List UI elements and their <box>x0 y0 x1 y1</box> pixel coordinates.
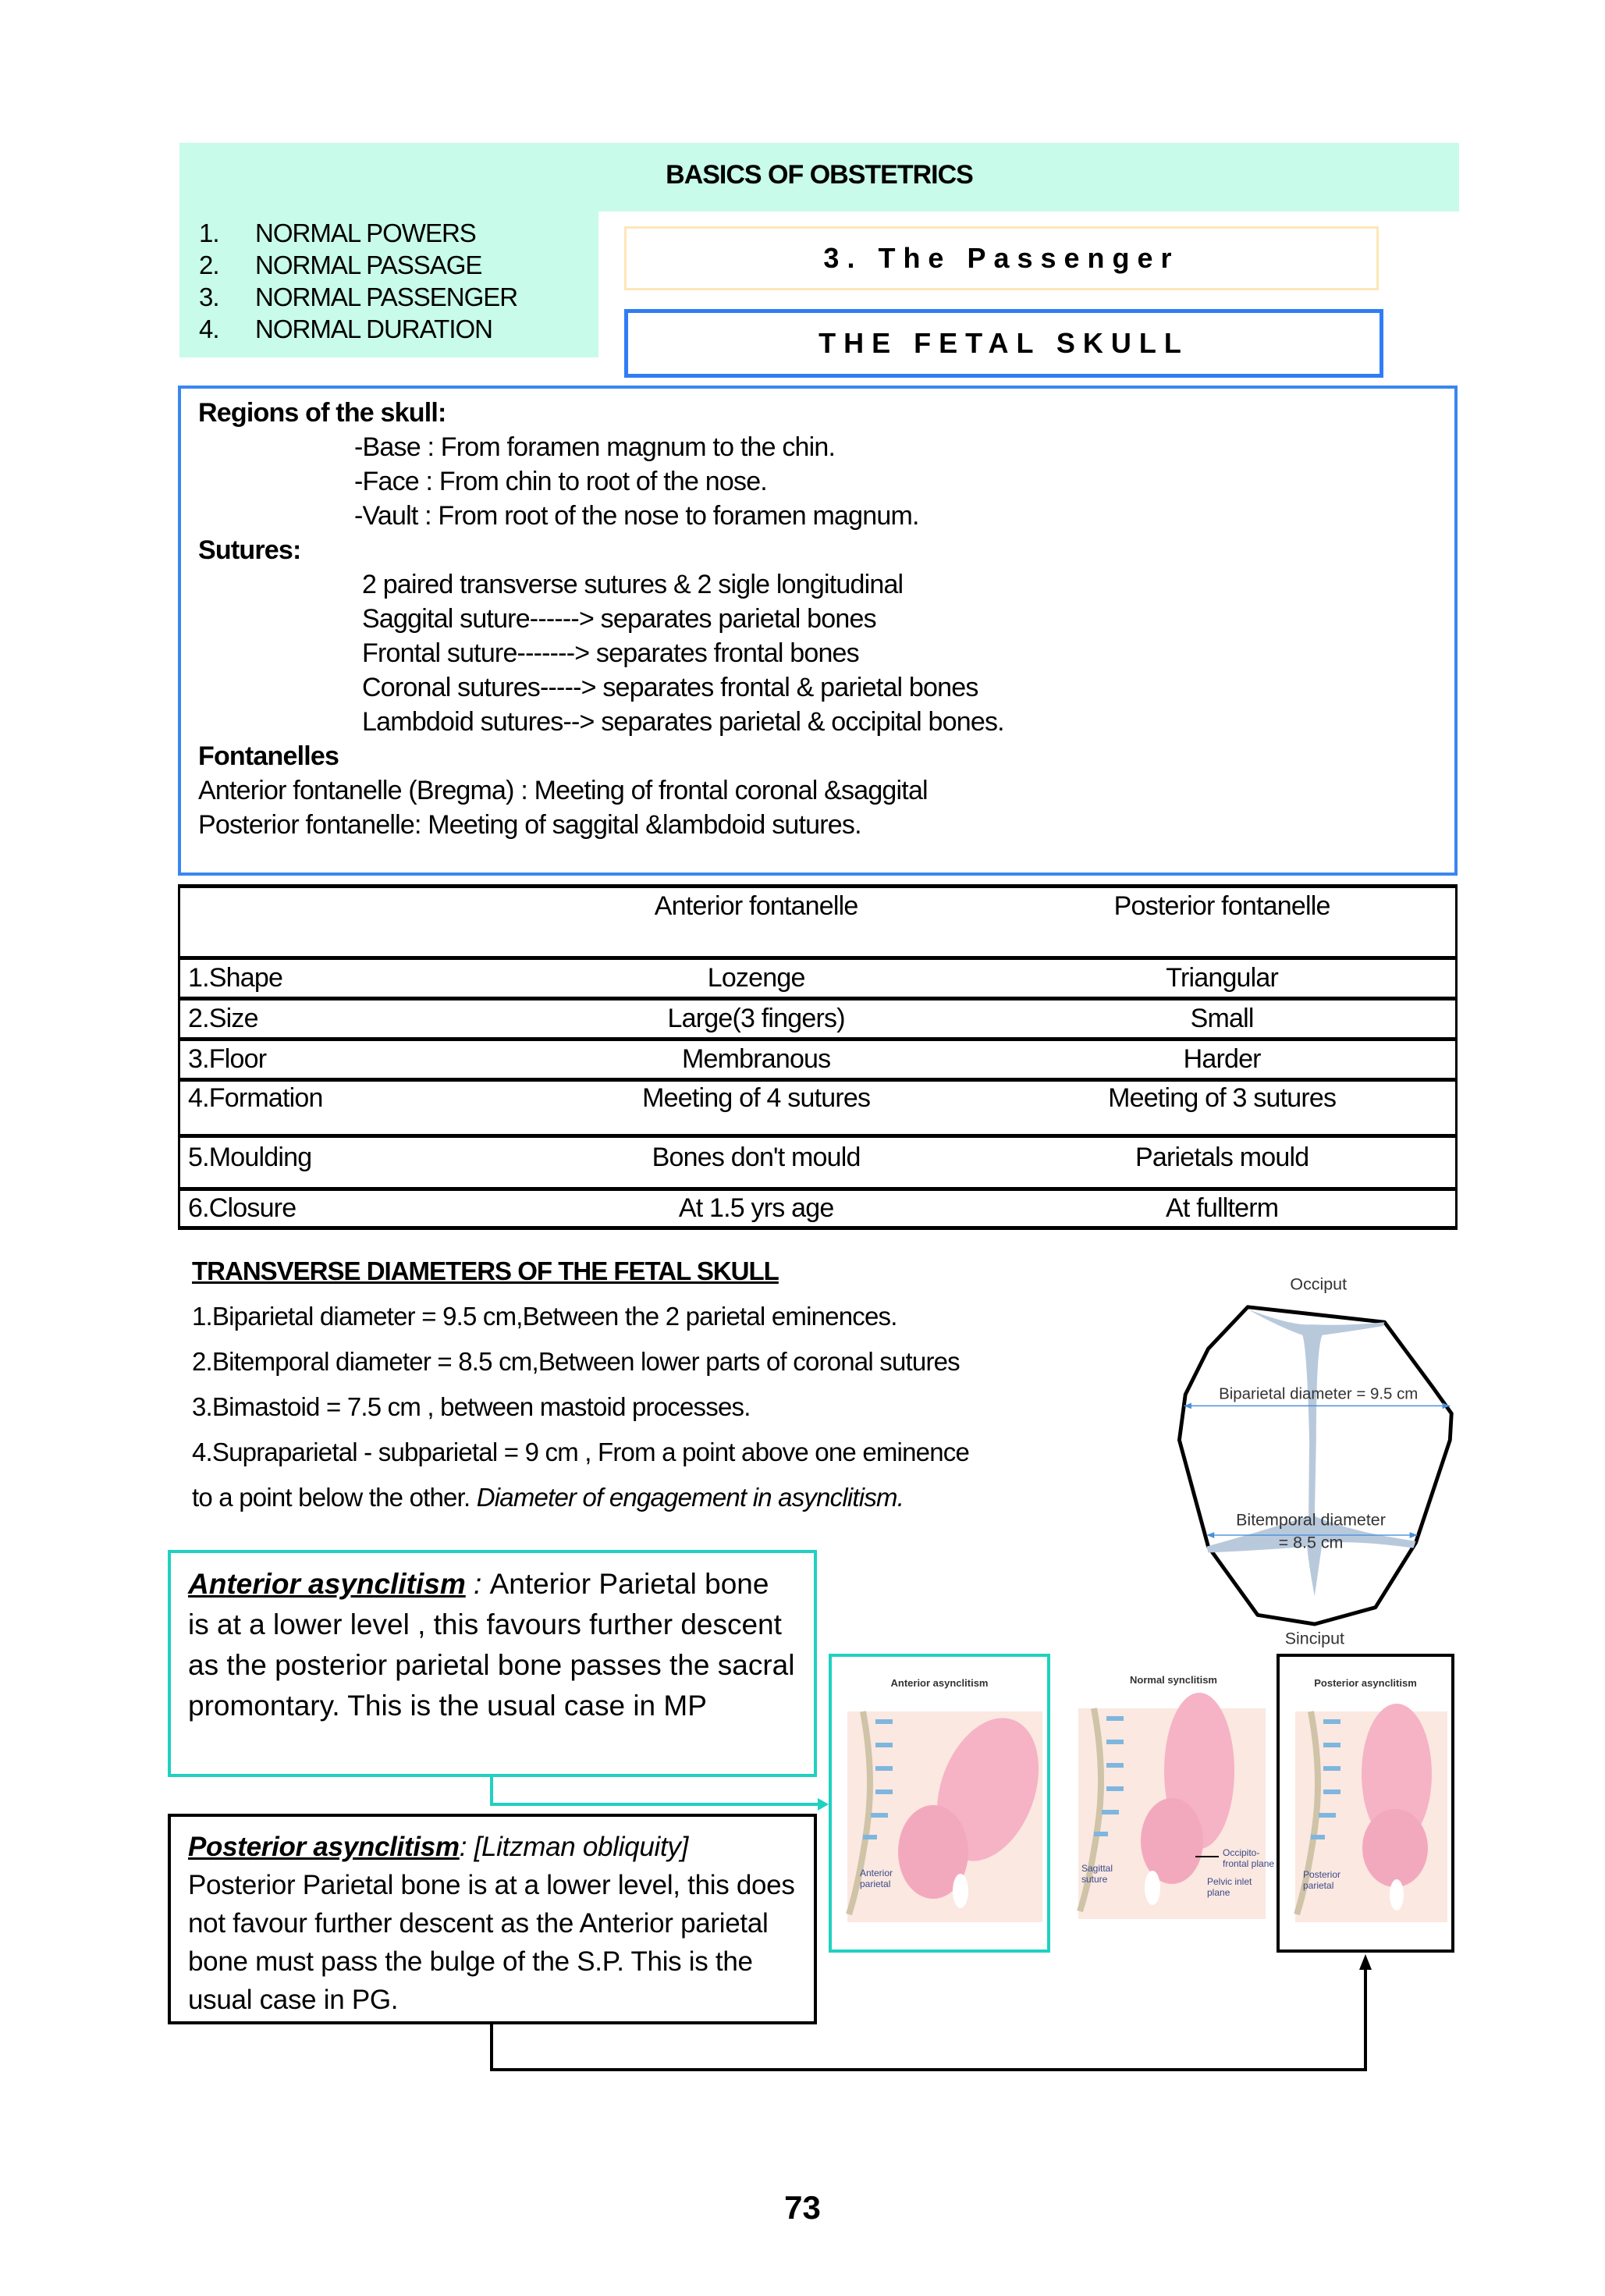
region-item: -Vault : From root of the nose to foramen magnum. <box>354 501 919 531</box>
diameter-item: 1.Biparietal diameter = 9.5 cm,Between the 2 parietal eminences. <box>192 1302 897 1331</box>
illustration-posterior-asynclitism <box>1277 1654 1454 1953</box>
table-cell: Lozenge <box>524 958 989 999</box>
anterior-asynclitism-text: Anterior Parietal bone is at a lower level , this favours further descent as the posterior parietal bone passes the sacral promontary. This is the usual case in MP <box>188 1568 795 1722</box>
region-item: -Face : From chin to root of the nose. <box>354 467 767 496</box>
posterior-asynclitism-text: Posterior Parietal bone is at a lower level, this does not favour further descent as the Anterior parietal bone must pass the bulge of the S.P. This is the usual case in PG. <box>188 1870 795 2015</box>
table-cell: Meeting of 3 sutures <box>989 1080 1456 1136</box>
table-cell: 3.Floor <box>179 1040 524 1080</box>
table-row <box>179 958 1457 999</box>
illustration-title: Normal synclitism <box>1130 1674 1217 1686</box>
suture-item: Saggital suture------> separates parietal bones <box>362 604 876 634</box>
illustration-label: Anterior parietal <box>860 1868 893 1889</box>
sinciput-label: Sinciput <box>1284 1629 1344 1648</box>
table-cell: At fullterm <box>989 1189 1456 1228</box>
table-header: Posterior fontanelle <box>989 887 1456 958</box>
arrow-head-icon <box>1359 1954 1372 1970</box>
suture-lines <box>1207 1310 1419 1596</box>
pelvis-head-image <box>832 1696 1047 1930</box>
regions-heading: Regions of the skull: <box>198 398 446 428</box>
occiput-label: Occiput <box>1290 1274 1348 1294</box>
table-cell: Triangular <box>989 958 1456 999</box>
posterior-asynclitism-box: Posterior asynclitism: [Litzman obliquity] Posterior Parietal bone is at a lower level, this does not favour further descent as the Anterior parietal bone must pass the bulge of the S.P. This is the usual case in PG. <box>168 1814 817 2024</box>
table-cell: Meeting of 4 sutures <box>524 1080 989 1136</box>
fontanelle-item: Posterior fontanelle: Meeting of saggital &lambdoid sutures. <box>198 810 861 840</box>
diameter-item: 4.Supraparietal - subparietal = 9 cm , From a point above one eminence <box>192 1438 970 1466</box>
table-row <box>179 1189 1457 1228</box>
table-cell: Bones don't mould <box>524 1136 989 1189</box>
anterior-connector <box>492 1777 821 1804</box>
fontanelle-item: Anterior fontanelle (Bregma) : Meeting of frontal coronal &saggital <box>198 776 928 805</box>
diameter-item: 2.Bitemporal diameter = 8.5 cm,Between lower parts of coronal sutures <box>192 1347 960 1376</box>
bitemporal-label: Bitemporal diameter <box>1236 1510 1386 1530</box>
pelvis-head-image <box>1280 1696 1451 1930</box>
table-row <box>179 1080 1457 1136</box>
table-cell: 5.Moulding <box>179 1136 524 1189</box>
suture-item: Lambdoid sutures--> separates parietal & occipital bones. <box>362 707 1004 737</box>
table-row <box>179 1136 1457 1189</box>
topic-title-box <box>624 309 1383 378</box>
table-cell: Harder <box>989 1040 1456 1080</box>
table-cell: At 1.5 yrs age <box>524 1189 989 1228</box>
suture-item: Coronal sutures-----> separates frontal & parietal bones <box>362 673 978 702</box>
table-cell: Large(3 fingers) <box>524 999 989 1040</box>
table-cell: 1.Shape <box>179 958 524 999</box>
document-title: BASICS OF OBSTETRICS <box>666 160 973 190</box>
bitemporal-value: = 8.5 cm <box>1278 1533 1344 1552</box>
illustration-label: Occipito- frontal plane <box>1223 1847 1275 1869</box>
sutures-heading: Sutures: <box>198 535 301 565</box>
table-header: Anterior fontanelle <box>524 887 989 958</box>
table-cell: 4.Formation <box>179 1080 524 1136</box>
diameter-note: Diameter of engagement in asynclitism. <box>476 1483 904 1512</box>
table-cell: Parietals mould <box>989 1136 1456 1189</box>
fontanelle-comparison-table <box>178 884 1458 1230</box>
table-cell: 6.Closure <box>179 1189 524 1228</box>
section-title-box <box>624 226 1379 290</box>
table-header-row <box>179 887 1457 958</box>
illustration-title: Anterior asynclitism <box>890 1677 989 1689</box>
table-cell: Small <box>989 999 1456 1040</box>
table-header <box>179 887 524 958</box>
diameter-item: 3.Bimastoid = 7.5 cm , between mastoid processes. <box>192 1392 751 1421</box>
illustration-title: Posterior asynclitism <box>1314 1677 1417 1689</box>
region-item: -Base : From foramen magnum to the chin. <box>354 432 836 462</box>
topic-title: THE FETAL SKULL <box>818 327 1189 359</box>
fontanelles-heading: Fontanelles <box>198 741 339 771</box>
anterior-asynclitism-term: Anterior asynclitism <box>188 1568 466 1600</box>
illustration-normal-synclitism <box>1063 1654 1284 1953</box>
arrow-head-icon <box>1207 1532 1215 1538</box>
illustration-label: Sagittal suture <box>1081 1863 1113 1885</box>
regions-box <box>178 386 1458 876</box>
suture-item: Frontal suture-------> separates frontal bones <box>362 638 859 668</box>
topic-item: 2. NORMAL PASSAGE <box>199 251 482 279</box>
fetal-skull-diagram <box>1163 1245 1459 1651</box>
posterior-asynclitism-subtitle: [Litzman obliquity] <box>474 1832 689 1862</box>
transverse-diameters-heading: TRANSVERSE DIAMETERS OF THE FETAL SKULL <box>192 1256 779 1285</box>
section-title: 3. The Passenger <box>823 242 1180 274</box>
topic-item: 4. NORMAL DURATION <box>199 315 493 343</box>
table-cell: 2.Size <box>179 999 524 1040</box>
table-row <box>179 999 1457 1040</box>
posterior-asynclitism-term: Posterior asynclitism <box>188 1832 460 1862</box>
page-number: 73 <box>784 2189 821 2226</box>
anterior-asynclitism-box: Anterior asynclitism : Anterior Parietal bone is at a lower level , this favours further descent as the posterior parietal bone passes the sacral promontary. This is the usual case in MP <box>168 1550 817 1777</box>
topics-list <box>199 217 517 345</box>
illustration-label: Posterior parietal <box>1303 1869 1341 1891</box>
topic-item: 1. NORMAL POWERS <box>199 219 476 247</box>
table-row <box>179 1040 1457 1080</box>
diameter-continuation: to a point below the other. Diameter of engagement in asynclitism. <box>192 1483 904 1512</box>
topic-item: 3. NORMAL PASSENGER <box>199 283 518 311</box>
biparietal-label: Biparietal diameter = 9.5 cm <box>1219 1384 1419 1403</box>
table-cell: Membranous <box>524 1040 989 1080</box>
illustration-label: Pelvic inlet plane <box>1207 1876 1252 1898</box>
illustration-anterior-asynclitism <box>829 1654 1050 1953</box>
arrow-head-icon <box>818 1798 829 1811</box>
suture-item: 2 paired transverse sutures & 2 sigle longitudinal <box>362 570 904 599</box>
